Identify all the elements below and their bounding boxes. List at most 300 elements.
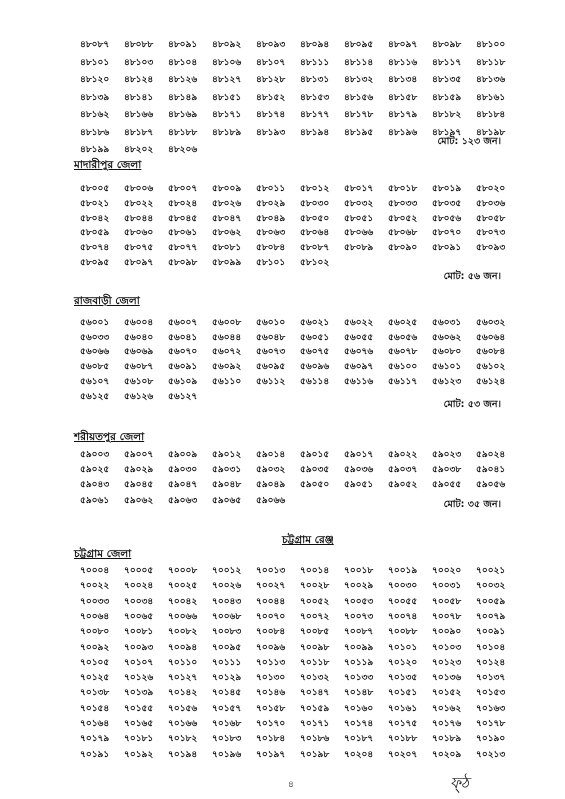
roll-number	[300, 392, 344, 403]
roll-number: ৭০১৮৭	[344, 734, 374, 745]
roll-number: ৫৮০২২	[124, 198, 154, 209]
roll-number: ৭০১৩৫	[388, 673, 418, 684]
roll-number: ৪৮১২৪	[124, 75, 154, 85]
roll-number: ৭০০২১	[476, 566, 506, 576]
roll-row	[80, 496, 520, 507]
roll-row	[80, 581, 520, 592]
roll-number: ৫৯০৩৬	[344, 465, 374, 476]
roll-number: ৪৮১৩৫	[432, 75, 462, 85]
roll-number: ৫৮০৯০	[388, 243, 418, 254]
roll-number: ৫৮০৩৬	[476, 198, 506, 209]
roll-row	[80, 750, 520, 761]
roll-number: ৭০০৫৩	[344, 596, 374, 607]
roll-number: ৪৮১০৭	[256, 57, 286, 68]
roll-row	[80, 673, 520, 684]
roll-number: ৫৮০৫০	[300, 213, 330, 224]
roll-row	[80, 333, 520, 344]
roll-number: ৭০১৮১	[124, 734, 154, 745]
roll-number: ৭০১০৫	[80, 657, 110, 668]
roll-number: ৭০০৮৫	[300, 627, 330, 638]
roll-number: ৫৬০৫১	[300, 332, 330, 343]
section-total: মোট: ১২৩ জন।	[437, 136, 501, 147]
roll-number: ৫৮০৬৮	[388, 228, 418, 239]
roll-number: ৭০১১৯	[344, 657, 374, 668]
roll-number: ৭০০২২	[80, 581, 110, 592]
roll-number: ৭০০০৫	[124, 566, 154, 576]
roll-number	[256, 145, 300, 156]
roll-number: ৭০০৩২	[476, 581, 506, 592]
roll-number: ৭০১৩২	[300, 673, 330, 684]
roll-number: ৫৮১০২	[300, 258, 330, 268]
roll-number: ৭০১৫১	[388, 688, 418, 699]
roll-number: ৭০১৪২	[168, 688, 198, 699]
roll-row	[80, 40, 520, 51]
roll-number: ৭০১৫৮	[256, 703, 286, 714]
roll-row	[80, 480, 520, 491]
roll-number: ৭০০৩০	[388, 581, 418, 592]
roll-number: ৫৬০৬২	[432, 332, 462, 343]
roll-number	[212, 145, 256, 156]
roll-number: ৫৮০৫৮	[476, 213, 506, 224]
roll-number: ৫৬০০৮	[212, 318, 242, 328]
roll-number: ৫৬০৭২	[212, 347, 242, 358]
roll-number: ৭০২০৭	[388, 749, 418, 760]
roll-number: ৫৮০২৬	[212, 198, 242, 209]
roll-number: ৪৮০৯২	[212, 40, 242, 50]
roll-number: ৭০০৫২	[300, 596, 330, 607]
roll-number: ৫৮০১৯	[432, 184, 462, 194]
roll-number: ৫৯০৪১	[476, 465, 506, 476]
roll-row	[80, 362, 520, 373]
roll-number: ৭০১৫৯	[300, 703, 330, 714]
roll-number	[432, 258, 476, 269]
roll-number: ৭০১১১	[212, 657, 242, 668]
roll-row	[80, 145, 520, 156]
roll-number: ৭০০৮০	[80, 627, 110, 638]
roll-number: ৪৮০৯৩	[256, 40, 286, 50]
roll-number: ৫৮০১১	[256, 184, 286, 194]
section-total: মোট: ৩৫ জন।	[443, 499, 501, 510]
roll-number: ৭০১১৮	[300, 657, 330, 668]
roll-number: ৫৮০৯১	[432, 243, 462, 254]
roll-number: ৪৮০৮৮	[124, 40, 154, 50]
roll-number: ৭০০৯০	[432, 627, 462, 638]
roll-row	[80, 719, 520, 730]
roll-number: ৫৮০২০	[476, 184, 506, 194]
roll-number: ৫৮০২৯	[256, 198, 286, 209]
roll-number: ৭০১০৩	[432, 642, 462, 653]
roll-number: ৪৮১৮২	[432, 110, 462, 120]
roll-number: ৫৮০৯৯	[212, 258, 242, 268]
roll-number: ৭০০৬৫	[124, 611, 154, 622]
roll-number: ৫৮০১২	[300, 184, 330, 194]
roll-number: ৭০০৪৪	[256, 596, 286, 607]
roll-number: ৭০১৯১	[80, 749, 110, 760]
roll-number: ৭০১২৪	[476, 657, 506, 668]
roll-number: ৪৮১৯৩	[256, 127, 286, 138]
roll-number: ৫৬০৬৬	[80, 347, 110, 358]
roll-row	[80, 128, 520, 139]
roll-number: ৫৬০৭৫	[300, 347, 330, 358]
roll-number: ৪৮১৬২	[80, 110, 110, 120]
roll-number	[432, 392, 476, 403]
roll-number: ৫৮০৩২	[344, 198, 374, 209]
roll-row	[80, 392, 520, 403]
roll-number: ৪৮০৯১	[168, 40, 198, 50]
roll-number: ৭০১৯২	[124, 749, 154, 760]
roll-number: ৫৮০৩৫	[432, 198, 462, 209]
roll-number: ৫৮০৭৭	[168, 243, 198, 254]
roll-number: ৭০১৩৯	[124, 688, 154, 699]
roll-number: ৫৯০০৩	[80, 450, 110, 460]
roll-number: ৪৮১৬৬	[124, 110, 154, 120]
roll-number: ৪৮১০৩	[124, 57, 154, 68]
roll-number: ৪৮১১৮	[476, 57, 506, 68]
roll-number: ৭০০২৬	[212, 581, 242, 592]
roll-number	[388, 392, 432, 403]
roll-number: ৫৯০৬৩	[168, 495, 198, 506]
section-total: মোট: ৫৬ জন।	[443, 271, 501, 282]
roll-number: ৫৮০৯৫	[80, 258, 110, 268]
roll-number: ৪৮১০৪	[168, 57, 198, 68]
roll-number: ৫৮০৬২	[212, 228, 242, 239]
roll-number: ৭০১২৯	[212, 673, 242, 684]
roll-number: ৪৮১১৭	[432, 57, 462, 68]
roll-number: ৫৬১২৭	[168, 391, 198, 402]
roll-number: ৫৯০৫৬	[476, 480, 506, 491]
section-heading: শরীয়তপুর জেলা	[74, 431, 145, 443]
roll-number	[344, 392, 388, 403]
roll-number: ৫৮০১৮	[388, 184, 418, 194]
roll-number: ৫৬০৯৫	[256, 362, 286, 373]
roll-number: ৭০০৩৩	[80, 596, 110, 607]
roll-number: ৫৮০০৭	[168, 184, 198, 194]
roll-row	[80, 75, 520, 86]
roll-number: ৭০১৭৯	[80, 734, 110, 745]
roll-number: ৭০০২৫	[168, 581, 198, 592]
roll-number: ৪৮১০০	[476, 40, 506, 50]
roll-number: ৪৮১৫১	[212, 92, 242, 103]
roll-number: ৪৮১৮৮	[168, 127, 198, 138]
roll-number: ৭০১৭৪	[344, 719, 374, 729]
roll-number: ৭০১৮৯	[432, 734, 462, 745]
roll-number: ৭০১৩৮	[80, 688, 110, 699]
roll-number: ৫৯০৬২	[124, 495, 154, 506]
roll-number: ৭০১৭৬	[432, 719, 462, 729]
roll-number: ৭০১৬৮	[212, 719, 242, 729]
roll-number: ৫৯০৪৭	[168, 480, 198, 491]
roll-row	[80, 734, 520, 745]
roll-row	[80, 184, 520, 195]
roll-number: ৭০১৬৫	[124, 719, 154, 729]
roll-number: ৭০১০১	[388, 642, 418, 653]
roll-number: ৫৯০৫১	[344, 480, 374, 491]
roll-number: ৭০০৮৭	[344, 627, 374, 638]
roll-number	[344, 496, 388, 507]
section-heading: চট্টগ্রাম জেলা	[74, 548, 132, 560]
roll-number: ৭০০৯৫	[212, 642, 242, 653]
roll-row	[80, 465, 520, 476]
roll-number: ৭০০৭৮	[432, 611, 462, 622]
roll-number: ৪৮০৮৭	[80, 40, 110, 50]
roll-number: ৫৬০৭৬	[344, 347, 374, 358]
roll-number: ৭০০৯১	[476, 627, 506, 638]
roll-row	[80, 214, 520, 225]
range-title: চট্টগ্রাম রেঞ্জ	[282, 534, 334, 546]
roll-number: ৭০১৭১	[300, 719, 330, 729]
roll-number: ৫৬১১৭	[388, 376, 418, 387]
roll-number: ৭০১৩৬	[432, 673, 462, 684]
roll-number: ৭০১৬৩	[476, 703, 506, 714]
roll-number: ৪৮১৩৯	[80, 92, 110, 103]
roll-row	[80, 258, 520, 269]
roll-number	[432, 496, 476, 507]
roll-number: ৫৮০৭৫	[124, 243, 154, 254]
roll-row	[80, 688, 520, 699]
roll-number: ৭০০৯৩	[124, 642, 154, 653]
roll-row	[80, 347, 520, 358]
roll-number: ৭০১১৩	[256, 657, 286, 668]
roll-number: ৫৬০৯৭	[344, 362, 374, 373]
roll-number: ৫৬০৯৬	[300, 362, 330, 373]
roll-row	[80, 627, 520, 638]
roll-number: ৫৯০৫২	[388, 480, 418, 491]
roll-number: ৪৮১১৪	[344, 57, 374, 68]
roll-number: ৪৮১৪৯	[168, 92, 198, 103]
roll-number: ৭০১৬০	[344, 703, 374, 714]
roll-number: ৫৯০০৭	[124, 450, 154, 460]
roll-number: ৭০১৬৪	[80, 719, 110, 729]
roll-number: ৫৮০৮৯	[344, 243, 374, 254]
roll-number: ৭০০৬৪	[80, 611, 110, 622]
roll-row	[80, 597, 520, 608]
roll-number: ৭০০৩১	[432, 581, 462, 592]
roll-number: ৫৯০২৫	[80, 465, 110, 476]
roll-number: ৭০১৯৮	[300, 749, 330, 760]
roll-number: ৪৮১২৬	[168, 75, 198, 85]
roll-number	[388, 145, 432, 156]
roll-row	[80, 643, 520, 654]
roll-number: ৪৮১৮৯	[212, 127, 242, 138]
roll-number: ৭০১৪৬	[256, 688, 286, 699]
roll-number: ৫৮০৯৩	[476, 243, 506, 254]
roll-number: ৪৮১০৬	[212, 57, 242, 68]
roll-number	[212, 392, 256, 403]
roll-number: ৫৬০৩২	[476, 318, 506, 328]
roll-number: ৫৯০৪৯	[256, 480, 286, 491]
roll-number: ৫৬০৫৬	[388, 332, 418, 343]
roll-number: ৫৮০৪৪	[124, 213, 154, 224]
roll-number: ৭০১৮৪	[256, 734, 286, 745]
roll-number: ৫৮০৬১	[168, 228, 198, 239]
roll-number: ৪৮১৬৯	[168, 110, 198, 120]
roll-number: ৭০০৯২	[80, 642, 110, 653]
roll-number: ৫৯০৫৫	[432, 480, 462, 491]
roll-number: ৫৬০৭৮	[388, 347, 418, 358]
roll-number: ৫৯০৩২	[256, 465, 286, 476]
roll-number: ৪৮১৮৬	[80, 127, 110, 138]
roll-number: ৫৯০৪৮	[212, 480, 242, 491]
roll-number: ৭০০৭২	[300, 611, 330, 622]
roll-number: ৭০০৮৪	[256, 627, 286, 638]
roll-number: ৭০০৮২	[168, 627, 198, 638]
roll-number: ৫৬০০৭	[168, 318, 198, 328]
roll-number: ৭০০৮৩	[212, 627, 242, 638]
roll-number: ৪৮১৯৬	[388, 127, 418, 138]
roll-number: ৪৮১৭১	[212, 110, 242, 120]
roll-number: ৫৬০২১	[300, 318, 330, 328]
roll-number: ৪৮১৯৯	[80, 145, 110, 155]
roll-number: ৪৮১৩৪	[388, 75, 418, 85]
roll-number: ৪৮২০৬	[168, 145, 198, 155]
roll-number: ৫৯০৬১	[80, 495, 110, 506]
roll-number: ৭০০৬৮	[212, 611, 242, 622]
roll-number: ৪৮১১৬	[388, 57, 418, 68]
roll-number: ৭০০৭৪	[388, 611, 418, 622]
roll-number: ৭০০৬৬	[168, 611, 198, 622]
roll-number: ৫৮০৫২	[388, 213, 418, 224]
roll-number: ৪৮০৯৭	[388, 40, 418, 50]
roll-number: ৭০১৪৮	[344, 688, 374, 699]
roll-number: ৫৯০২৪	[476, 450, 506, 460]
roll-number: ৭০০৭৩	[344, 611, 374, 622]
roll-number: ৭০০১৪	[300, 566, 330, 576]
roll-number: ৭০১২৩	[432, 657, 462, 668]
roll-number: ৭০১৬২	[432, 703, 462, 714]
roll-number: ৭০০২৯	[344, 581, 374, 592]
roll-number: ৭০০৯৪	[168, 642, 198, 653]
roll-number: ৫৬০০৪	[124, 318, 154, 328]
roll-number: ৪৮২০২	[124, 145, 154, 155]
roll-number: ৭০০২৪	[124, 581, 154, 592]
roll-number: ৫৬১২৩	[432, 376, 462, 387]
roll-number: ৫৮০৮১	[212, 243, 242, 254]
roll-number: ৭০১০৭	[124, 657, 154, 668]
roll-number: ৫৯০২২	[388, 450, 418, 460]
roll-number: ৭০১৩০	[256, 673, 286, 684]
roll-number: ৫৮০০৫	[80, 184, 110, 194]
roll-number: ৭০০২৭	[256, 581, 286, 592]
roll-number	[476, 392, 520, 403]
roll-row	[80, 658, 520, 669]
roll-number: ৭০০৭৯	[476, 611, 506, 622]
roll-number: ৫৬১১৬	[344, 376, 374, 387]
roll-number: ৫৮০৬৬	[344, 228, 374, 239]
roll-number: ৪৮১৫২	[256, 92, 286, 103]
roll-number: ৭০০৭০	[256, 611, 286, 622]
roll-number: ৭০০০৮	[168, 566, 198, 576]
roll-row	[80, 243, 520, 254]
roll-number: ৭০০১২	[212, 566, 242, 576]
roll-number: ৭০১৭০	[256, 719, 286, 729]
roll-row	[80, 199, 520, 210]
roll-number	[432, 145, 476, 156]
roll-number: ৭০০২০	[432, 566, 462, 576]
roll-number	[476, 496, 520, 507]
page-number: ৪	[288, 780, 294, 790]
roll-number: ৭০০৪৩	[212, 596, 242, 607]
roll-number	[300, 145, 344, 156]
roll-number	[344, 145, 388, 156]
roll-number: ৭০১৮৮	[388, 734, 418, 745]
roll-number: ৭০১৬১	[388, 703, 418, 714]
roll-number: ৭০১৮৬	[300, 734, 330, 745]
roll-number: ৪৮১৯৭	[432, 127, 462, 138]
roll-number: ৭০১২৬	[124, 673, 154, 684]
roll-number: ৫৬১০৯	[168, 376, 198, 387]
roll-number: ৫৮১০১	[256, 258, 286, 268]
roll-number: ৫৮০৩৩	[388, 198, 418, 209]
roll-number: ৭০০১৯	[388, 566, 418, 576]
roll-number: ৫৮০৯৮	[168, 258, 198, 268]
roll-number: ৫৯০৬৫	[212, 495, 242, 506]
roll-number: ৫৬০৫৫	[344, 332, 374, 343]
roll-number	[344, 258, 388, 269]
roll-row	[80, 612, 520, 623]
roll-number: ৫৮০৩০	[300, 198, 330, 209]
section-heading: রাজবাড়ী জেলা	[74, 295, 140, 307]
roll-number: ৫৬১১০	[212, 376, 242, 387]
roll-number: ৭০২১৩	[476, 749, 506, 760]
roll-number: ৫৬১০০	[388, 362, 418, 373]
roll-number: ৫৯০০৯	[168, 450, 198, 460]
roll-number: ৭০০৫৯	[476, 596, 506, 607]
roll-number: ৫৬০৯২	[212, 362, 242, 373]
roll-number: ৭০১২৭	[168, 673, 198, 684]
roll-number: ৫৬০৯১	[168, 362, 198, 373]
roll-number: ৭০০৩৪	[124, 596, 154, 607]
roll-number: ৫৮০৫৯	[80, 228, 110, 239]
roll-number: ৫৬০৩১	[432, 318, 462, 328]
roll-number	[388, 496, 432, 507]
roll-number: ৫৬১০৭	[80, 376, 110, 387]
roll-number: ৪৮১৭৭	[300, 110, 330, 120]
roll-number: ৫৬০৮০	[432, 347, 462, 358]
roll-number: ৫৬১০১	[432, 362, 462, 373]
section-total: মোট: ৫৩ জন।	[443, 399, 501, 410]
roll-number: ৭০১৭৫	[388, 719, 418, 729]
roll-number: ৫৮০৪৯	[256, 213, 286, 224]
roll-number: ৫৮০৬০	[124, 228, 154, 239]
roll-number: ৭০১৯৬	[212, 749, 242, 760]
roll-number: ৭০১৯৪	[168, 749, 198, 760]
roll-number: ৫৬১২৬	[124, 391, 154, 402]
roll-number: ৪৮১৩৬	[476, 75, 506, 85]
roll-row	[80, 704, 520, 715]
roll-number: ৪৮১৯৮	[476, 127, 506, 138]
roll-number: ৫৬০৭০	[168, 347, 198, 358]
roll-number: ৫৮০২১	[80, 198, 110, 209]
roll-number: ৫৯০৫০	[300, 480, 330, 491]
roll-row	[80, 93, 520, 104]
roll-number: ৫৯০৪৫	[124, 480, 154, 491]
roll-number: ৭০১১০	[168, 657, 198, 668]
roll-number: ৫৮০৯৭	[124, 258, 154, 268]
roll-number: ৪৮১২০	[80, 75, 110, 85]
roll-number: ৭০০৫৫	[388, 596, 418, 607]
roll-number: ৭০১৭৮	[476, 719, 506, 729]
roll-number: ৫৮০০৬	[124, 184, 154, 194]
roll-number: ৫৬০২২	[344, 318, 374, 328]
roll-number: ৫৮০৫৬	[432, 213, 462, 224]
roll-number: ৫৬০৬৯	[124, 347, 154, 358]
roll-number: ৭০০৪২	[168, 596, 198, 607]
roll-number: ৫৯০৩৮	[432, 465, 462, 476]
roll-number: ৫৮০৮৭	[300, 243, 330, 254]
roll-number: ৪৮১৫৮	[388, 92, 418, 103]
signature: ফ্ঠ	[450, 774, 469, 792]
roll-number: ৫৬০৪০	[124, 332, 154, 343]
